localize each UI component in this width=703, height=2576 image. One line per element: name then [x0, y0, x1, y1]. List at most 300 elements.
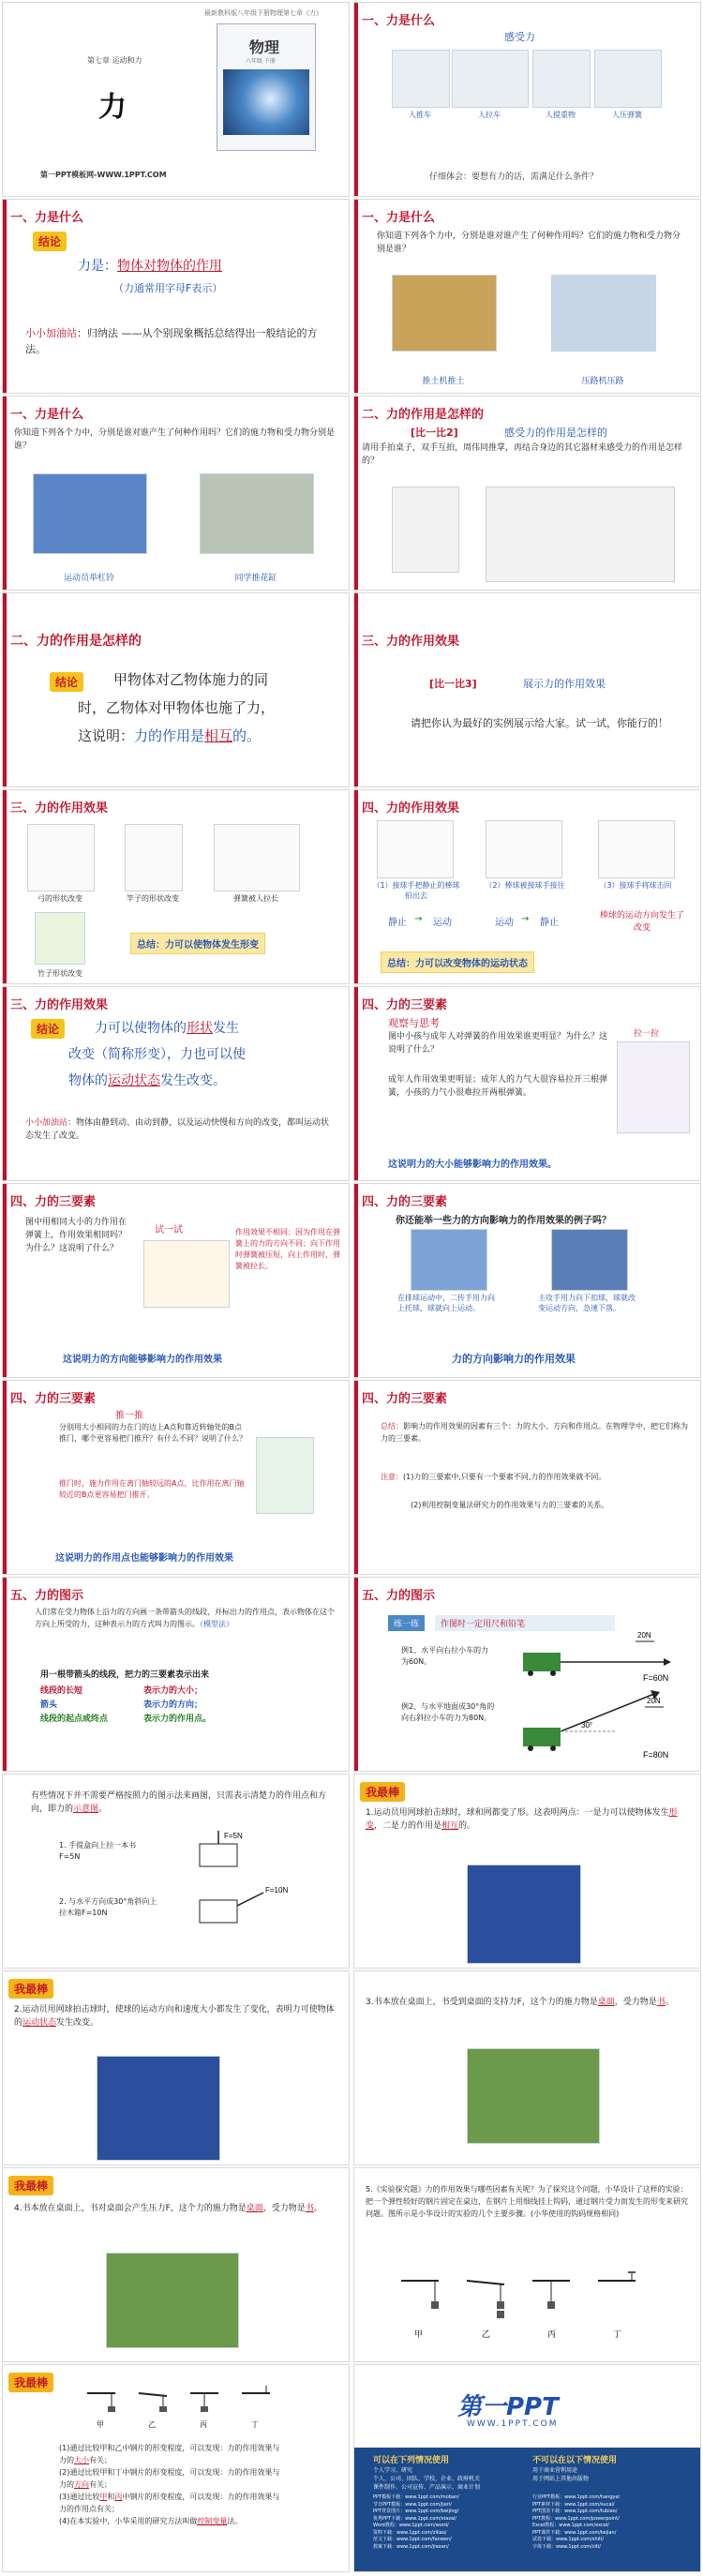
caption: （3）接球手将球击回 [599, 881, 672, 890]
slide-20[interactable] [353, 1774, 701, 1969]
spring-pull-image [214, 824, 300, 891]
scale-label: 20N [637, 1631, 651, 1640]
col2-list [532, 2466, 682, 2483]
question-text: 仔细体会：要想有力的话，需满足什么条件？ [429, 172, 599, 182]
slide-18[interactable] [353, 1577, 701, 1772]
conclusion-badge: 结论 [31, 1019, 65, 1039]
text-seg: 形状 [187, 1021, 213, 1036]
two-people-push-image [486, 487, 675, 582]
slide-title: 五、力的图示 [362, 1589, 436, 1603]
text-seg: 发生改变。 [56, 2018, 99, 2028]
summary-banner: 总结：力可以改变物体的运动状态 [381, 951, 534, 973]
setup-label: 甲 [414, 2329, 424, 2339]
cart-wheel [528, 1670, 533, 1676]
answer-line [59, 2491, 284, 2515]
conclusion-line: 甲物体对乙物体施力的同 [113, 671, 269, 688]
caption: 弓的形状改变 [37, 894, 82, 903]
link-item[interactable]: 优秀PPT下载：www.1ppt.com/xiazai/ [373, 2515, 457, 2522]
accent-bar [3, 200, 7, 393]
setup-label: 乙 [148, 2420, 156, 2429]
slide-7[interactable] [2, 592, 350, 787]
slide-title: 一、力是什么 [10, 211, 84, 225]
col1-list [373, 2466, 523, 2492]
conclusion-text: 这说明力的方向能够影响力的作用效果 [63, 1355, 222, 1365]
caption: 人压弹簧 [612, 111, 642, 119]
conclusion-line [78, 726, 261, 745]
force-diagram [514, 1628, 692, 1765]
summary-banner: 总结：力可以使物体发生形变 [130, 933, 265, 954]
angle-label: 30° [581, 1721, 593, 1730]
accent-bar [3, 1578, 7, 1771]
slide-6[interactable] [353, 396, 701, 591]
volleyball-set-image [411, 1229, 487, 1291]
slide-2[interactable] [353, 2, 701, 197]
book-title: 物理 [249, 38, 280, 56]
setup-ding [242, 2386, 270, 2393]
tip-text [25, 1116, 335, 1143]
textbook-cover [217, 23, 316, 151]
setup-bing [190, 2393, 218, 2412]
slide-19[interactable] [2, 1774, 350, 1969]
site-url: WWW.1PPT.COM [467, 2419, 559, 2429]
book-box [200, 1844, 237, 1866]
question-text: 图中小孩与成年人对弹簧的作用效果谁更明显？为什么？这说明了什么？ [388, 1032, 608, 1055]
definition [78, 256, 222, 275]
setup-label: 丙 [200, 2420, 207, 2429]
tennis-player-image [467, 1865, 581, 1964]
text-seg: 和 [107, 2493, 115, 2501]
state-label: 运动 [495, 918, 514, 928]
text-seg: 。 [313, 2204, 322, 2213]
list-item: 个人学习、研究 [373, 2467, 413, 2474]
slide-title: 二、力的作用是怎样的 [10, 634, 142, 649]
bamboo-image [35, 912, 85, 965]
answer: 大小 [74, 2456, 89, 2464]
hands-clap-image [392, 487, 459, 573]
slide-22[interactable] [353, 1970, 701, 2165]
setup-label: 甲 [97, 2420, 104, 2429]
slide-23[interactable] [2, 2167, 350, 2362]
text-seg: 1.运动员用网球拍击球时，球和网都变了形。这表明两点：一是力可以使物体发生 [366, 1808, 669, 1818]
text-seg: 相互 [204, 727, 233, 744]
note-line: (2)利用控制变量法研究力的作用效果与力的三要素的关系。 [411, 1501, 609, 1509]
note-text: 推门时，施力作用在离门轴较远的A点，比作用在离门轴较近的B点更容易把门推开。 [59, 1479, 245, 1499]
setup-label: 丁 [613, 2329, 622, 2339]
caption: 人推车 [409, 111, 431, 119]
pull-label: 拉一拉 [634, 1029, 660, 1039]
table-row [40, 1699, 211, 1713]
accent-bar [3, 987, 7, 1180]
experiment-diagram [401, 2271, 654, 2346]
instruction-text: 请把你认为最好的实例展示给大家。试一试，你能行的！ [411, 717, 668, 729]
caption: 竹子形状改变 [37, 969, 82, 978]
info-panel [354, 2448, 701, 2572]
answer: 书 [656, 1998, 666, 2007]
answer-text: 成年人作用效果更明显；成年人的力气大很容易拉开三根弹簧，小孩的力气小很难拉开两根弹簧。 [388, 1075, 608, 1098]
table-row [40, 1685, 211, 1699]
answer-list [59, 2442, 284, 2527]
table-header: 用一根带箭头的线段，把力的三要素表示出来 [40, 1670, 210, 1680]
slide-17[interactable] [2, 1577, 350, 1772]
answer: 书 [305, 2204, 314, 2213]
text-seg: 发生改变。 [160, 1073, 226, 1088]
caption: 人提重物 [546, 111, 576, 119]
note-body: (1)力的三要素中,只要有一个要素不同,力的作用效果就不同。 [403, 1473, 606, 1481]
push-label: 推一推 [115, 1411, 143, 1421]
book-on-table-image [467, 2048, 600, 2144]
list-item: 用于商业营利用途 [532, 2467, 578, 2474]
link-item[interactable]: PPT课件下载：www.1ppt.com/kejian/ [532, 2529, 617, 2536]
text-seg: ，二是力的作用是 [374, 1821, 442, 1831]
slide-title: 五、力的图示 [10, 1589, 84, 1603]
slide-10[interactable] [353, 789, 701, 984]
slide-header: 最新教科版八年级下册物理第七章《力》 [204, 9, 322, 17]
force-label: F=60N [643, 1673, 669, 1683]
slide-title: 四、力的三要素 [362, 998, 448, 1012]
pole-vault-image [125, 824, 183, 891]
compare-subtitle: 感受力的作用是怎样的 [504, 427, 607, 439]
spring-pull-people-image [617, 1041, 690, 1133]
pitcher-image [377, 820, 454, 878]
answer: 控制变量 [197, 2517, 228, 2525]
slide-25[interactable] [2, 2364, 350, 2572]
site-logo: 第一PPT [457, 2393, 559, 2421]
chapter-label: 第七章 运动和力 [87, 56, 142, 65]
text-seg: 4.书本放在桌面上，书对桌面会产生压力F，这个力的施力物是 [14, 2204, 247, 2213]
accent-bar [3, 397, 7, 590]
link-item[interactable]: PPT模板下载：www.1ppt.com/moban/ [373, 2494, 459, 2500]
slide-8[interactable] [353, 592, 701, 787]
slide-title: 三、力的作用效果 [362, 635, 460, 649]
conclusion-badge: 结论 [33, 232, 67, 251]
question-text: 5.《实验探究题》力的作用效果与哪些因素有关呢？为了探究这个问题，小华设计了这样的实验：把一个弹性较好的钢片固定在桌边，在钢片上用细线挂上钩码，通过钢片受力而发生的形变来研究问题。图所示是小华设计的实验的几个主要步骤。(小华使用的钩码规格相同) [366, 2185, 688, 2218]
best-badge: 我最棒 [8, 2176, 53, 2195]
push-pot-image [200, 473, 314, 554]
text-seg: （模型法） [200, 1620, 233, 1628]
text-seg: 物体的 [68, 1073, 108, 1088]
answer: 方向 [74, 2480, 89, 2489]
text-seg: 的。 [232, 727, 262, 744]
question-text: 你知道下列各个力中，分别是谁对谁产生了何种作用吗？它们的施力物和受力物分别是谁？ [14, 428, 336, 451]
slide-title: 四、力的作用效果 [362, 801, 460, 816]
link-item[interactable]: 行业PPT模板：www.1ppt.com/hangye/ [532, 2494, 621, 2500]
section-subtitle: 观察与思考 [388, 1017, 440, 1029]
text-seg: 中钢片的形变程度，可以发现：力的作用效果与力的作用点有关； [59, 2493, 280, 2513]
example-text: 例2、与水平地面成30°角的向右斜拉小车的力为80N。 [401, 1702, 495, 1722]
row-value: 表示力的作用点。 [143, 1715, 212, 1724]
door-image [256, 1437, 314, 1514]
accent-bar [3, 790, 7, 983]
text-seg: 运动状态 [108, 1073, 160, 1088]
caption: 在排球运动中，二传手用力向上托球，球就向上运动。 [397, 1294, 495, 1312]
press-spring-image [594, 50, 662, 108]
links-col2 [532, 2494, 692, 2551]
force-arrow [237, 1893, 263, 1906]
answer-line [59, 2466, 284, 2491]
best-badge: 我最棒 [8, 2373, 53, 2392]
question-text [14, 2202, 342, 2215]
text-seg: (3)通过比较 [59, 2493, 100, 2501]
slide-title: 四、力的三要素 [10, 1195, 97, 1209]
question-text [366, 1806, 694, 1833]
slide-1[interactable] [2, 2, 350, 197]
list-item: 课件制作、公司宣传、产品演示、商业计划 [373, 2484, 481, 2491]
caption: （2）棒球被接球手接住 [485, 881, 565, 890]
cart-wheel [550, 1670, 556, 1676]
text-seg: (2)通过比较甲和丁中钢片的形变程度，可以发现：力的作用效果与力的 [59, 2468, 280, 2489]
accent-bar [354, 790, 358, 983]
slide-4[interactable] [353, 199, 701, 394]
link-item[interactable]: 节日PPT模板：www.1ppt.com/jieri/ [373, 2501, 452, 2508]
slide-5[interactable] [2, 396, 350, 591]
col1-title: 可以在下列情况使用 [373, 2456, 450, 2465]
list-item: 个人、公司、团队、学校、企业、政府机关 [373, 2476, 481, 2482]
text-seg: 人们常在受力物体上沿力的方向画一条带箭头的线段，并标出力的作用点，表示物体在这个方向上所受的力，这种表示力的方式叫力的图示。 [35, 1608, 335, 1628]
slide-title: 三、力的作用效果 [10, 801, 109, 816]
link-item[interactable]: PPT图表下载：www.1ppt.com/tubiao/ [532, 2509, 618, 2514]
try-label: 试一试 [155, 1225, 183, 1236]
conclusion-badge: 结论 [50, 672, 83, 692]
example-text: 1. 手提盒向上拉一本书F=5N [59, 1841, 137, 1861]
text-seg: 2.运动员用网球拍击球时，使球的运动方向和速度大小都发生了变化，表明力可使物体的 [14, 2005, 335, 2028]
slide-24[interactable] [353, 2167, 701, 2362]
weightlifter-image [33, 473, 147, 554]
tip-label: 小小加油站 [25, 1118, 68, 1128]
roller-image [551, 275, 656, 352]
accent-bar [354, 593, 358, 786]
caption: 竿子的形状改变 [127, 894, 179, 903]
answer-line [59, 2442, 284, 2466]
conclusion-line: 时，乙物体对甲物体也施了力， [78, 699, 276, 716]
accent-bar [3, 1184, 7, 1377]
slide-15[interactable] [2, 1380, 350, 1575]
compare-label: [比一比2] [411, 427, 458, 439]
text-seg: ，受力物是 [614, 1998, 657, 2007]
list-item: 用于网站上其他出版物 [532, 2476, 590, 2482]
slide-title: 三、力的作用效果 [10, 998, 109, 1012]
row-key: 线段的长短 [40, 1686, 83, 1696]
answer: 形变 [366, 1808, 678, 1831]
site-footer: 第一PPT模板网-WWW.1PPT.COM [40, 171, 167, 179]
state-label: 棒球的运动方向发生了改变 [600, 911, 685, 933]
lift-weight-image [532, 50, 591, 108]
answer: 相互 [441, 1821, 459, 1831]
text-seg: 有些情况下并不需要严格按照力的图示法来画图，只需表示清楚力的作用点和方向，即力的 [31, 1791, 327, 1814]
example-text: 例1、水平向右拉小车的力为60N。 [401, 1646, 489, 1666]
slide-3[interactable] [2, 199, 350, 394]
text-seg: 发生 [213, 1021, 239, 1036]
state-label: 运动 [433, 918, 452, 928]
tennis-player-image [97, 2056, 220, 2161]
note-line [381, 1471, 690, 1483]
tip-label: 小小加油站 [25, 327, 77, 339]
example-text: 2. 与水平方向成30°角斜向上拉木箱F=10N [59, 1897, 157, 1917]
force-label: F=80N [643, 1750, 669, 1760]
setup-label: 丙 [547, 2329, 557, 2339]
accent-bar [354, 397, 358, 590]
link-item[interactable]: 试卷下载：www.1ppt.com/shiti/ [532, 2537, 605, 2542]
tip-body: ：物体由静到动、由动到静，以及运动快慢和方向的改变，都叫运动状态发生了改变。 [25, 1118, 330, 1141]
conclusion-line: 改变（简称形变），力也可以使 [68, 1047, 246, 1062]
caption: 弹簧被人拉长 [233, 894, 278, 903]
cart-body [523, 1728, 561, 1746]
question-text [14, 2003, 342, 2029]
cart-wheel [528, 1745, 533, 1751]
link-item[interactable]: 范文下载：www.1ppt.com/fanwen/ [373, 2537, 452, 2542]
three-elements-table [40, 1685, 211, 1727]
slide-11[interactable] [2, 986, 350, 1181]
question-text: 你还能举一些力的方向影响力的作用效果的例子吗？ [396, 1216, 611, 1226]
def-note: （力通常用字母F表示） [113, 282, 223, 294]
state-label: 静止 [540, 918, 559, 928]
slide-title: 四、力的三要素 [10, 1392, 97, 1406]
force-label: F=5N [224, 1832, 243, 1840]
def-label: 力是： [78, 259, 117, 274]
experiment-diagram [87, 2386, 293, 2433]
question-text: 图中用相同大小的力作用在弹簧上，作用效果相同吗？为什么？这说明了什么？ [25, 1218, 127, 1253]
setup-ding [598, 2271, 636, 2281]
caption: 人拉车 [478, 111, 501, 119]
text-seg: 有关； [89, 2456, 112, 2464]
text-seg: ，受力物是 [262, 2204, 306, 2213]
slide-26[interactable] [353, 2364, 701, 2572]
link-item[interactable]: Excel教程：www.1ppt.com/excel/ [532, 2523, 609, 2528]
setup-jia [87, 2393, 115, 2412]
slide-title: 四、力的三要素 [362, 1195, 448, 1209]
summary-label: 总结： [381, 1422, 403, 1430]
caption: 主攻手用力向下扣球，球就改变运动方向，急速下落。 [538, 1294, 636, 1312]
slide-13[interactable] [2, 1183, 350, 1378]
arrow-icon: → [521, 914, 530, 924]
push-cart-image [392, 50, 450, 108]
conclusion-text: 这说明力的大小能够影响力的作用效果。 [388, 1160, 557, 1170]
slide-title: 二、力的作用是怎样的 [362, 408, 485, 422]
caption: 同学推花缸 [234, 574, 277, 583]
link-item[interactable]: PPT背景图片：www.1ppt.com/beijing/ [373, 2509, 459, 2514]
text-seg: 力的作用是 [134, 727, 205, 744]
text-seg: 示意图 [73, 1805, 99, 1814]
big-title: 力 [98, 91, 127, 124]
book-on-table-image [106, 2253, 239, 2348]
bow-image [27, 824, 95, 891]
accent-bar [354, 1381, 358, 1574]
col2-title: 不可以在以下情况使用 [532, 2456, 618, 2465]
cart-body [523, 1653, 561, 1671]
answer: 甲 [99, 2493, 108, 2501]
text-seg: 有关； [89, 2480, 112, 2489]
text-seg: 。 [98, 1805, 108, 1814]
accent-bar [3, 593, 7, 786]
accent-bar [354, 1578, 358, 1771]
sketch-diagram [190, 1831, 340, 1943]
summary-body: 影响力的作用效果的因素有三个：力的大小、方向和作用点。在物理学中，把它们称为力的三要素。 [381, 1422, 688, 1443]
slide-21[interactable] [2, 1970, 350, 2165]
cover-image [223, 69, 309, 135]
accent-bar [354, 1184, 358, 1377]
definition-text [35, 1606, 339, 1630]
answer: 运动状态 [22, 2018, 57, 2028]
tip-body: ：归纳法 ——从个别现象概括总结得出一般结论的方法。 [25, 327, 318, 355]
accent-bar [354, 987, 358, 1180]
text-seg: 的。 [458, 1821, 476, 1831]
compare-subtitle: 展示力的作用效果 [523, 678, 606, 690]
slide-9[interactable] [2, 789, 350, 984]
link-item[interactable]: 教案下载：www.1ppt.com/jiaoan/ [373, 2543, 449, 2550]
force-arrow [561, 1694, 654, 1731]
caption: 推土机推土 [422, 377, 465, 386]
compare-label: [比一比3] [429, 678, 477, 690]
arrow-head [664, 1658, 671, 1666]
intro-text [31, 1790, 331, 1816]
caption: （1）接球手把静止的棒球拍出去 [372, 881, 460, 900]
tab-note: 作图时一定用尺和铅笔 [435, 1615, 615, 1631]
setup-label: 乙 [482, 2329, 491, 2339]
slide-14[interactable] [353, 1183, 701, 1378]
question-text: 你知道下列各个力中，分别是谁对谁产生了何种作用吗？它们的施力物和受力物分别是谁？ [377, 232, 681, 254]
link-item[interactable]: PPT教程：www.1ppt.com/powerpoint/ [532, 2515, 620, 2522]
conclusion-line [68, 1071, 226, 1090]
row-value: 表示力的方向； [143, 1700, 203, 1710]
accent-bar [354, 3, 358, 196]
link-item[interactable]: Word教程：www.1ppt.com/word/ [373, 2523, 449, 2528]
best-badge: 我最棒 [8, 1979, 53, 1999]
instruction-text: 请用手拍桌子，双手互拍，周伟同推掌，再结合身边的其它器材来感受力的作用是怎样的？ [362, 443, 683, 466]
row-key: 线段的起点或终点 [40, 1715, 109, 1724]
text-seg: 力可以使物体的 [95, 1021, 187, 1036]
slide-16[interactable] [353, 1380, 701, 1575]
book-subtitle: 八年级 下册 [246, 58, 276, 65]
state-label: 静止 [388, 918, 407, 928]
slide-12[interactable] [353, 986, 701, 1181]
link-item[interactable]: 字体下载：www.1ppt.com/ziti/ [532, 2543, 601, 2550]
text-seg: 。 [665, 1998, 674, 2007]
setup-jia [401, 2281, 439, 2309]
catcher-image [486, 820, 562, 878]
def-value: 物体对物体的作用 [117, 259, 222, 274]
tip-text [25, 325, 335, 357]
caption: 运动员举杠铃 [63, 574, 114, 583]
accent-bar [3, 1381, 7, 1574]
row-key: 箭头 [40, 1700, 58, 1710]
text-seg: (1)通过比较甲和乙中钢片的形变程度，可以发现：力的作用效果与力的 [59, 2444, 280, 2464]
setup-yi [139, 2393, 167, 2412]
link-item[interactable]: 资料下载：www.1ppt.com/ziliao/ [373, 2529, 447, 2536]
answer-line [59, 2515, 284, 2527]
spring-press-image [143, 1240, 230, 1308]
slide-title: 一、力是什么 [362, 14, 436, 28]
best-badge: 我最棒 [360, 1782, 405, 1802]
text-seg: 法。 [227, 2517, 243, 2525]
tow-truck-image [452, 50, 529, 108]
links-col1 [373, 2494, 523, 2551]
text-seg: 这说明： [78, 727, 135, 744]
note-label: 注意： [381, 1473, 403, 1481]
cart-wheel [550, 1745, 556, 1751]
link-item[interactable]: PPT素材下载：www.1ppt.com/sucai/ [532, 2501, 615, 2508]
answer: 桌面 [246, 2204, 263, 2213]
answer: 桌面 [597, 1998, 615, 2007]
question-text: 分别用大小相同的力在门的边上A点和靠近转轴处的B点推门，哪个更容易把门推开？有什么不同？说明了什么？ [59, 1423, 247, 1443]
scale-label: 20N [647, 1697, 661, 1705]
conclusion-line [95, 1019, 239, 1038]
note-text: 作用效果不相同：因为作用在弹簧上的力的方向不同；向下作用时弹簧被压短，向上作用时，弹簧被拉长。 [235, 1228, 340, 1270]
subtitle: 感受力 [504, 31, 535, 43]
batter-image [598, 820, 675, 878]
caption: 压路机压路 [581, 377, 624, 386]
accent-bar [354, 200, 358, 393]
row-value: 表示力的大小； [143, 1686, 203, 1696]
conclusion-text: 力的方向影响力的作用效果 [452, 1353, 576, 1365]
